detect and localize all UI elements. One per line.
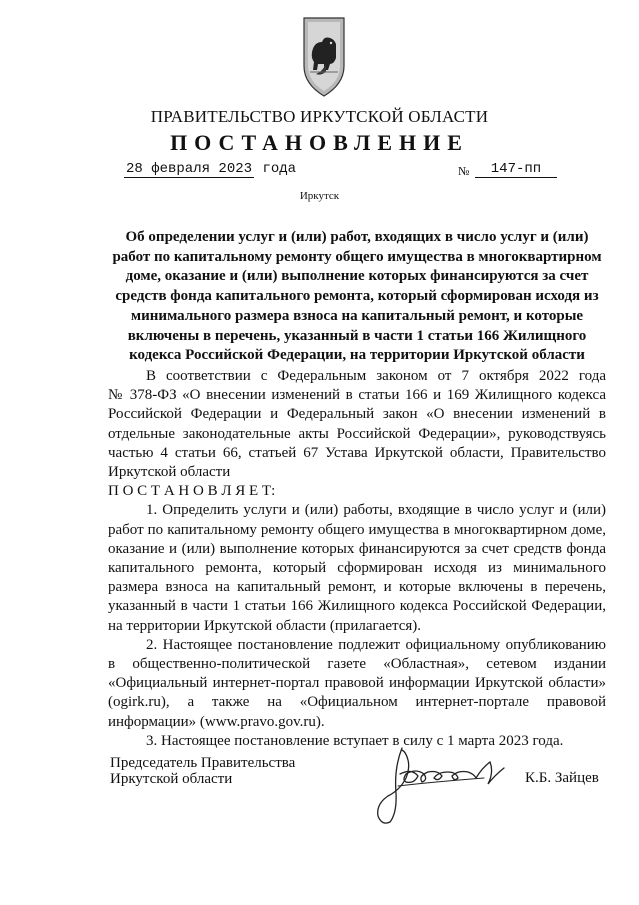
clause-3: 3. Настоящее постановление вступает в силу с 1 марта 2023 года. (146, 732, 564, 749)
body-line: размера взноса на капитальный ремонт, и которые включены в перечень, (108, 579, 606, 596)
decree-word: П О С Т А Н О В Л Я Е Т: (108, 483, 276, 500)
coat-of-arms-emblem (300, 12, 348, 102)
title-line: кодекса Российской Федерации, на территории Иркутской области (129, 347, 585, 364)
document-date (124, 161, 296, 177)
government-name: ПРАВИТЕЛЬСТВО ИРКУТСКОЙ ОБЛАСТИ (150, 107, 489, 126)
title-line: включены в перечень, указанный в части 1 статьи 166 Жилищного (127, 327, 587, 344)
body-line: на территории Иркутской области (прилагается). (108, 617, 422, 634)
city-name: Иркутск (299, 190, 340, 202)
body-line: 2. Настоящее постановление подлежит официальному опубликованию (146, 636, 606, 653)
title-line: средств фонда капитального ремонта, который сформирован исходя из (115, 288, 599, 305)
number-sign: № (458, 164, 470, 178)
signatory-name: К.Б. Зайцев (525, 770, 599, 786)
document-number: 147-пп (475, 161, 557, 178)
body-line: (ogirk.ru), а также на «Официальном интернет-портале правовой (108, 694, 606, 711)
clause-2 (108, 636, 606, 732)
body-line: отдельные законодательные акты Российской Федерации», руководствуясь (108, 425, 606, 442)
body-line: В соответствии с Федеральным законом от 7 октября 2022 года (146, 368, 606, 384)
body-line: оказание и (или) выполнение которых финансируются за счет средств фонда (108, 540, 606, 557)
body-line: информации» (www.pravo.gov.ru). (108, 713, 325, 730)
handwritten-signature (372, 738, 512, 828)
body-line: «Официальный интернет-портал правовой информации Иркутской области» (108, 675, 606, 692)
document-body (108, 367, 606, 751)
title-line: работ по капитальному ремонту общего имущества в многоквартирном (112, 248, 602, 265)
body-line: частью 4 статьи 66, статьей 67 Устава Иркутской области, Правительство (108, 444, 606, 461)
body-line: № 378-ФЗ «О внесении изменений в статьи 166 и 169 Жилищного кодекса (108, 387, 606, 404)
title-line: минимального размера взноса на капитальный ремонт, и которые (130, 307, 584, 324)
document-title (108, 228, 606, 366)
clause-1 (108, 501, 606, 635)
document-type-heading: ПОСТАНОВЛЕНИЕ (170, 130, 469, 155)
body-line: работ по капитальному ремонту общего имущества в многоквартирном доме, (108, 521, 606, 538)
date-suffix: года (262, 161, 297, 177)
preamble-paragraph (108, 367, 606, 482)
body-line: 1. Определить услуги и (или) работы, входящие в число услуг и (или) (146, 502, 606, 519)
signatory-position-line: Иркутской области (110, 771, 233, 787)
title-line: доме, оказание и (или) выполнение которых финансируются за счет (125, 268, 589, 285)
body-line: Российской Федерации и Федеральный закон «О внесении изменений в (108, 406, 606, 423)
signatory-position (110, 755, 295, 787)
body-line: в общественно-политической газете «Областная», сетевом издании (108, 656, 606, 673)
date-value: 28 февраля 2023 (126, 161, 253, 177)
body-line: Иркутской области (108, 464, 231, 481)
body-line: указанный в части 1 статьи 166 Жилищного кодекса Российской Федерации, (108, 598, 606, 615)
signatory-position-line: Председатель Правительства (110, 755, 296, 771)
body-line: капитального ремонта, который сформирован исходя из минимального (108, 560, 606, 577)
title-line: Об определении услуг и (или) работ, входящих в число услуг и (или) (125, 229, 589, 245)
